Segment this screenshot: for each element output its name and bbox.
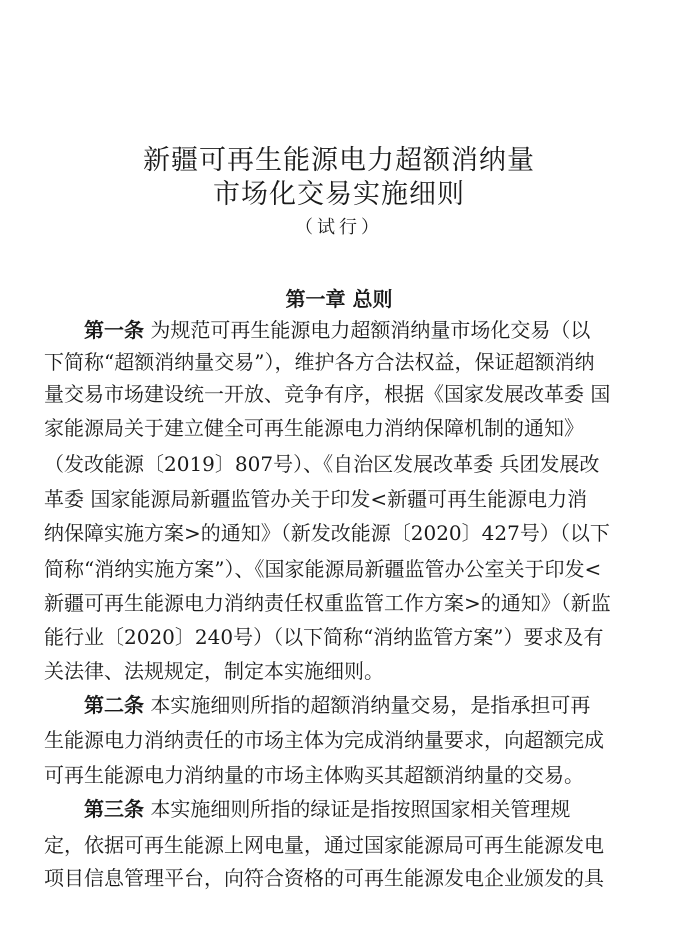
article-3-label: 第三条: [84, 797, 144, 821]
article-2-line: [84, 693, 604, 717]
document-title-line-1: 新疆可再生能源电力超额消纳量: [143, 145, 535, 176]
article-1-line: 革委 国家能源局新疆监管办关于印发<新疆可再生能源电力消: [44, 487, 588, 511]
article-1-label: 第一条: [84, 318, 144, 342]
article-1-line: 下简称“超额消纳量交易”），维护各方合法权益，保证超额消纳: [44, 350, 595, 374]
article-2-label: 第二条: [84, 693, 144, 717]
article-3-text: 本实施细则所指的绿证是指按照国家相关管理规: [150, 797, 571, 821]
article-1-line: 纳保障实施方案>的通知》（新发改能源〔2020〕427号）（以下: [44, 521, 610, 545]
article-2-text: 本实施细则所指的超额消纳量交易，是指承担可再: [150, 693, 591, 717]
document-title-line-2: 市场化交易实施细则: [213, 179, 465, 210]
article-1-line: 能行业〔2020〕240号）（以下简称“消纳监管方案”）要求及有: [44, 625, 604, 649]
article-1-line: 新疆可再生能源电力消纳责任权重监管工作方案>的通知》（新监: [44, 591, 611, 615]
article-1-line: 简称“消纳实施方案”）、《国家能源局新疆监管办公室关于印发<: [44, 557, 602, 581]
article-2-line: 生能源电力消纳责任的市场主体为完成消纳量要求，向超额完成: [44, 728, 604, 752]
article-3-line: [84, 797, 604, 821]
article-3-line: 定，依据可再生能源上网电量，通过国家能源局可再生能源发电: [44, 833, 604, 857]
article-2-line: 可再生能源电力消纳量的市场主体购买其超额消纳量的交易。: [44, 763, 584, 787]
chapter-heading: 第一章 总则: [285, 287, 393, 311]
article-3-line: 项目信息管理平台，向符合资格的可再生能源发电企业颁发的具: [44, 866, 604, 890]
article-1-line: 量交易市场建设统一开放、竞争有序，根据《国家发展改革委 国: [44, 382, 611, 406]
article-1-line: [84, 318, 604, 342]
article-1-line: 关法律、法规规定，制定本实施细则。: [44, 659, 384, 683]
article-1-line: 家能源局关于建立健全可再生能源电力消纳保障机制的通知》: [44, 416, 584, 440]
document-subtitle: （试行）: [295, 217, 383, 238]
article-1-text: 为规范可再生能源电力超额消纳量市场化交易（以: [150, 318, 591, 342]
article-1-line: （发改能源〔2019〕807号）、《自治区发展改革委 兵团发展改: [44, 452, 600, 476]
